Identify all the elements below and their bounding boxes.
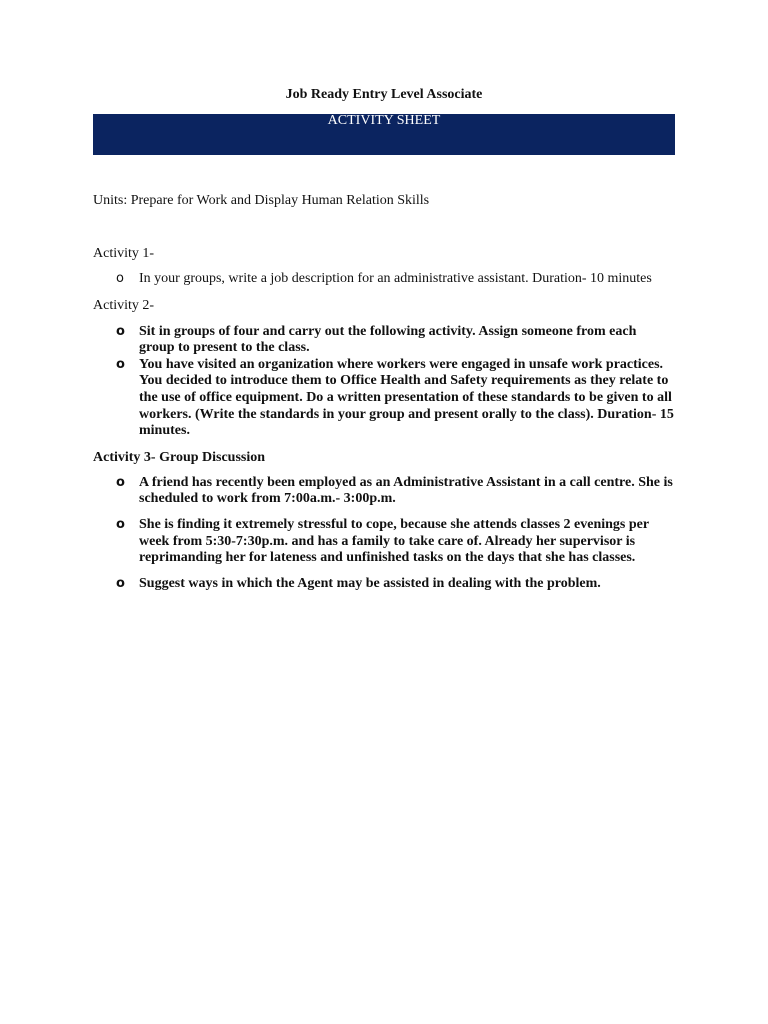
document-title: Job Ready Entry Level Associate	[285, 87, 483, 102]
list-item	[93, 517, 675, 567]
list-item-text: Sit in groups of four and carry out the following activity. Assign someone from each group to present to the class.	[139, 323, 637, 356]
list-item	[93, 324, 675, 357]
activity-3-heading: Activity 3- Group Discussion	[93, 449, 266, 465]
activity-sheet-banner	[93, 114, 675, 155]
list-item-text: In your groups, write a job description for an administrative assistant. Duration- 10 minutes	[139, 271, 652, 286]
list-item	[93, 357, 675, 440]
list-item-text: A friend has recently been employed as an Administrative Assistant in a call centre. She is scheduled to work from 7:00a.m.- 3:00p.m.	[139, 474, 673, 507]
bullet-marker: o	[116, 474, 125, 490]
bullet-marker: o	[116, 575, 125, 591]
units-line: Units: Prepare for Work and Display Human Relation Skills	[93, 193, 430, 208]
activity-3-list	[93, 475, 675, 593]
activity-1-heading: Activity 1-	[93, 246, 155, 261]
list-item	[93, 475, 675, 508]
list-item-text: Suggest ways in which the Agent may be assisted in dealing with the problem.	[139, 575, 601, 591]
activity-2-list	[93, 324, 675, 440]
list-item-text: You have visited an organization where workers were engaged in unsafe work practices. You decided to introduce them to Office Health and Safety requirements as they relate to the use of office equipment. Do a written presentation of these standards to be given to all workers. (Write the standards in your group and present orally to the class). Duration- 15 minutes.	[139, 356, 674, 439]
list-item-text: She is finding it extremely stressful to cope, because she attends classes 2 evenings per week from 5:30-7:30p.m. and has a family to take care of. Already her supervisor is reprimanding her for lateness and unfinished tasks on the days that she has classes.	[139, 516, 649, 566]
list-item	[93, 576, 675, 593]
banner-label: ACTIVITY SHEET	[327, 113, 441, 128]
bullet-marker: o	[116, 356, 125, 372]
activity-2-heading: Activity 2-	[93, 297, 155, 313]
bullet-marker: o	[116, 323, 125, 339]
document-page	[93, 86, 675, 592]
bullet-marker: o	[116, 516, 125, 532]
activity-1-list	[93, 271, 675, 288]
list-item	[93, 271, 675, 288]
bullet-marker: o	[116, 271, 124, 286]
